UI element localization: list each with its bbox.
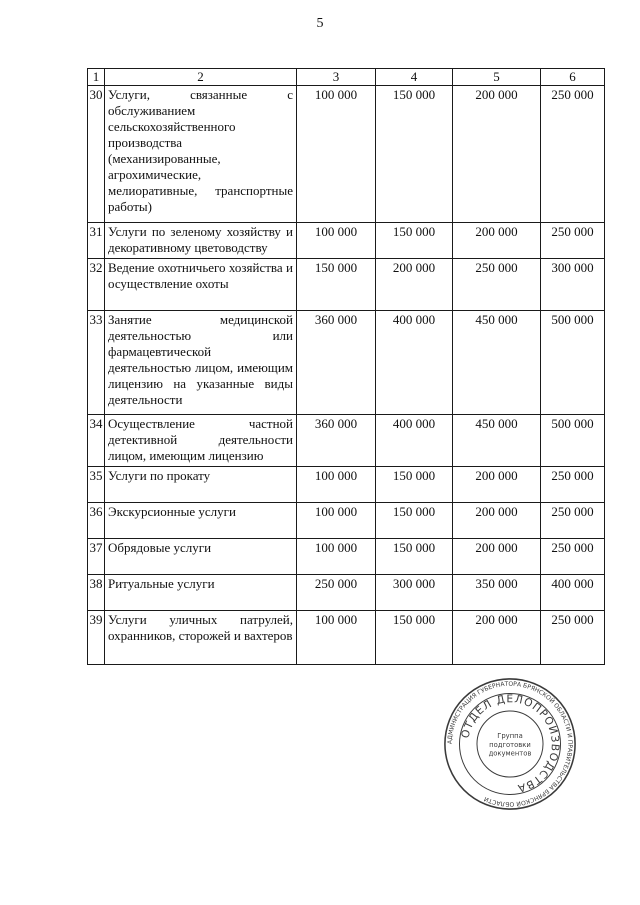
- table-row: [88, 503, 605, 539]
- row-number: 36: [88, 503, 105, 539]
- service-name: Услуги по прокату: [105, 467, 297, 503]
- stamp-center-line-2: подготовки: [489, 740, 531, 749]
- table-row: [88, 539, 605, 575]
- value-col-3: 100 000: [297, 611, 376, 665]
- value-col-4: 150 000: [376, 223, 453, 259]
- value-col-6: 250 000: [541, 86, 605, 223]
- value-col-5: 200 000: [453, 86, 541, 223]
- column-header-2: 2: [105, 69, 297, 86]
- table-row: [88, 415, 605, 467]
- value-col-5: 200 000: [453, 223, 541, 259]
- page-number: 5: [316, 16, 324, 31]
- stamp-center-line-1: Группа: [497, 732, 523, 741]
- value-col-6: 500 000: [541, 311, 605, 415]
- value-col-4: 400 000: [376, 311, 453, 415]
- table-row: [88, 575, 605, 611]
- value-col-6: 500 000: [541, 415, 605, 467]
- value-col-6: 250 000: [541, 539, 605, 575]
- stamp-center-line-3: документов: [488, 749, 532, 758]
- service-name: Услуги по зеленому хозяйству и декоративному цветоводству: [105, 223, 297, 259]
- row-number: 37: [88, 539, 105, 575]
- service-name: Занятие медицинской деятельностью или фармацевтической деятельностью лицом, имеющим лицензию на указанные виды деятельности: [105, 311, 297, 415]
- value-col-6: 250 000: [541, 503, 605, 539]
- service-name: Обрядовые услуги: [105, 539, 297, 575]
- rates-table: [87, 68, 605, 665]
- row-number: 34: [88, 415, 105, 467]
- service-name: Экскурсионные услуги: [105, 503, 297, 539]
- value-col-3: 100 000: [297, 539, 376, 575]
- column-header-1: 1: [88, 69, 105, 86]
- value-col-6: 250 000: [541, 223, 605, 259]
- row-number: 38: [88, 575, 105, 611]
- value-col-5: 200 000: [453, 611, 541, 665]
- value-col-3: 250 000: [297, 575, 376, 611]
- value-col-3: 100 000: [297, 86, 376, 223]
- value-col-3: 100 000: [297, 503, 376, 539]
- value-col-5: 200 000: [453, 539, 541, 575]
- column-header-3: 3: [297, 69, 376, 86]
- service-name: Ритуальные услуги: [105, 575, 297, 611]
- value-col-3: 150 000: [297, 259, 376, 311]
- value-col-6: 400 000: [541, 575, 605, 611]
- value-col-4: 150 000: [376, 503, 453, 539]
- value-col-4: 200 000: [376, 259, 453, 311]
- column-header-4: 4: [376, 69, 453, 86]
- service-name: Услуги, связанные с обслуживанием сельскохозяйственного производства (механизированные, агрохимические, мелиоративные, транспортные работы): [105, 86, 297, 223]
- row-number: 31: [88, 223, 105, 259]
- value-col-6: 250 000: [541, 467, 605, 503]
- value-col-4: 300 000: [376, 575, 453, 611]
- department-stamp: [442, 676, 578, 812]
- value-col-3: 100 000: [297, 223, 376, 259]
- stamp-inner-arc-text: ОТДЕЛ ДЕЛОПРОИЗВОДСТВА: [458, 692, 562, 796]
- service-name: Осуществление частной детективной деятельности лицом, имеющим лицензию: [105, 415, 297, 467]
- row-number: 33: [88, 311, 105, 415]
- value-col-3: 360 000: [297, 311, 376, 415]
- table-row: [88, 259, 605, 311]
- value-col-3: 360 000: [297, 415, 376, 467]
- column-header-5: 5: [453, 69, 541, 86]
- table-row: [88, 611, 605, 665]
- column-header-6: 6: [541, 69, 605, 86]
- table-row: [88, 467, 605, 503]
- service-name: Ведение охотничьего хозяйства и осуществление охоты: [105, 259, 297, 311]
- stamp-outer-text: АДМИНИСТРАЦИЯ ГУБЕРНАТОРА БРЯНСКОЙ ОБЛАСТИ И ПРАВИТЕЛЬСТВА БРЯНСКОЙ ОБЛАСТИ: [446, 680, 574, 808]
- table-row: [88, 223, 605, 259]
- value-col-3: 100 000: [297, 467, 376, 503]
- value-col-6: 300 000: [541, 259, 605, 311]
- row-number: 39: [88, 611, 105, 665]
- value-col-5: 450 000: [453, 311, 541, 415]
- value-col-5: 200 000: [453, 503, 541, 539]
- row-number: 30: [88, 86, 105, 223]
- value-col-4: 400 000: [376, 415, 453, 467]
- value-col-5: 200 000: [453, 467, 541, 503]
- value-col-4: 150 000: [376, 539, 453, 575]
- table-header-row: [88, 69, 605, 86]
- value-col-4: 150 000: [376, 467, 453, 503]
- row-number: 35: [88, 467, 105, 503]
- value-col-4: 150 000: [376, 611, 453, 665]
- value-col-5: 450 000: [453, 415, 541, 467]
- value-col-5: 350 000: [453, 575, 541, 611]
- row-number: 32: [88, 259, 105, 311]
- table-row: [88, 86, 605, 223]
- value-col-5: 250 000: [453, 259, 541, 311]
- value-col-6: 250 000: [541, 611, 605, 665]
- service-name: Услуги уличных патрулей, охранников, сторожей и вахтеров: [105, 611, 297, 665]
- table-row: [88, 311, 605, 415]
- value-col-4: 150 000: [376, 86, 453, 223]
